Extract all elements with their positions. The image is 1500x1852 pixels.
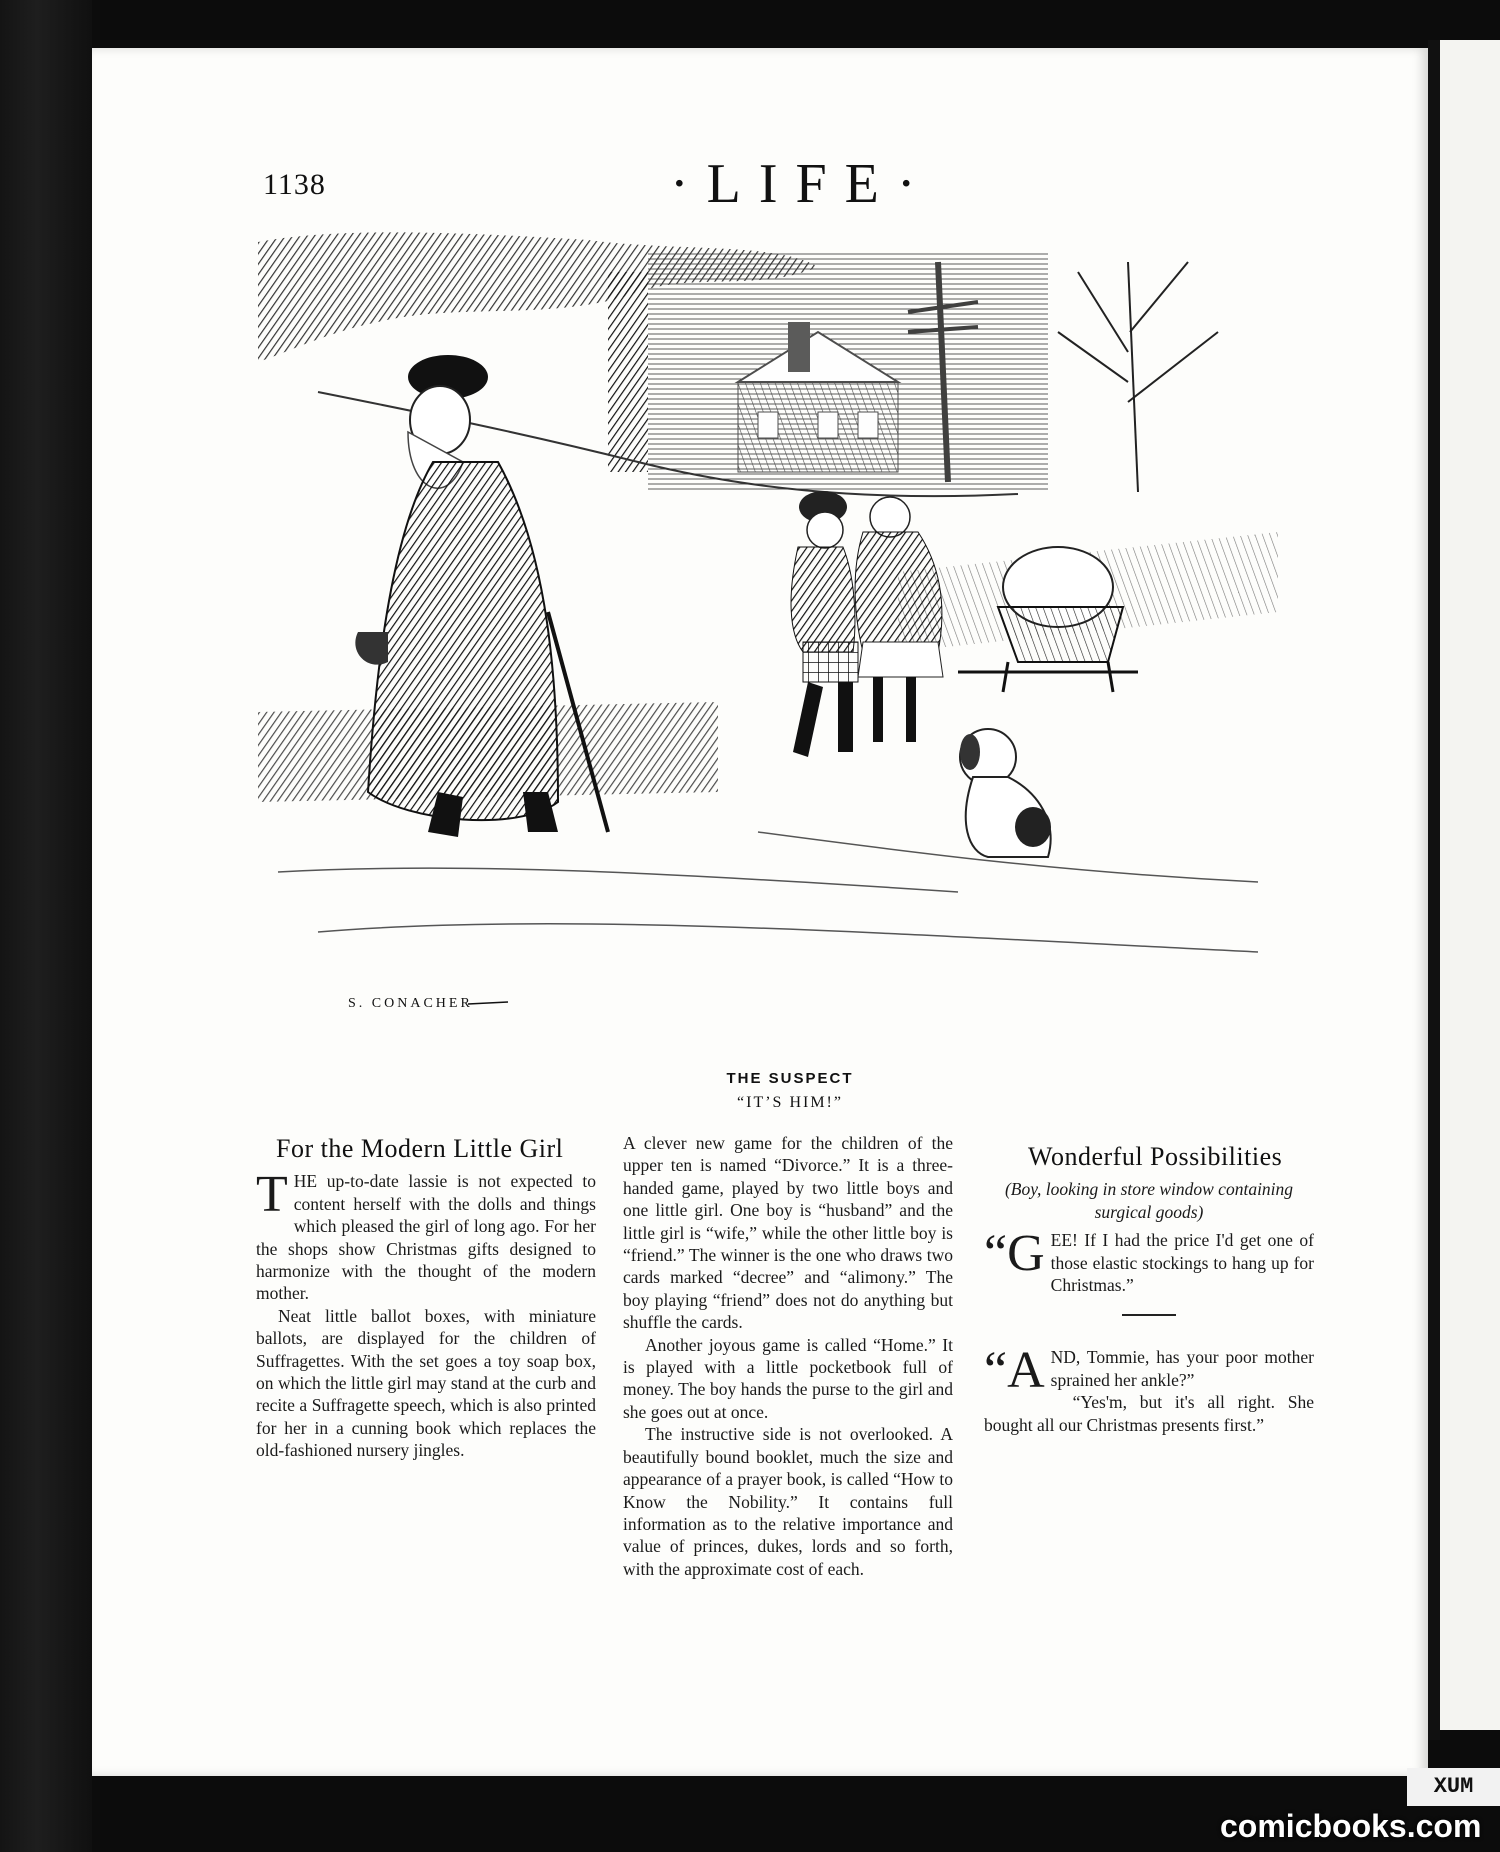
article-paragraph: A clever new game for the children of the upper ten is named “Divorce.” It is a three-handed game, played by two little boys and one little girl. One boy is “husband” and the little girl is “wife,” while the other little boy is “friend.” The winner is the one who draws two cards marked “decree” and “alimony.” The boy playing “friend” does not do anything but shuffle the cards. [623, 1133, 953, 1333]
stage-direction: (Boy, looking in store window containing surgical goods) [1004, 1179, 1294, 1222]
article2-text: “GEE! If I had the price I'd get one of those elastic stockings to hang up for Christmas.” [984, 1225, 1314, 1296]
article-column-3 [984, 1132, 1314, 1436]
adjacent-page-edge [1440, 40, 1500, 1730]
article-paragraph: Another joyous game is called “Home.” It is played with a little pocketbook full of money. The boy hands the purse to the girl and she goes out at once. [623, 1334, 953, 1422]
boy-figure [791, 491, 858, 757]
house-scene [648, 252, 1048, 492]
site-watermark: comicbooks.com [1220, 1808, 1482, 1844]
article-column-1 [256, 1132, 596, 1462]
illustration-caption-subtitle: “IT’S HIM!” [737, 1094, 843, 1111]
article-paragraph: The instructive side is not overlooked. A beautifully bound booklet, much the size and appearance of a prayer book, is called “How to Know the Nobility.” It contains full information as to the relative importance and value of princes, dukes, lords and so forth, with the approximate cost of each. [623, 1424, 953, 1579]
page-gutter [1428, 40, 1440, 1740]
page-number: 1138 [263, 168, 326, 201]
drop-cap: “G [984, 1225, 1045, 1283]
scanner-left-edge [0, 0, 92, 1852]
joke-line-2: “Yes'm, but it's all right. She bought all our Christmas presents first.” [984, 1392, 1314, 1435]
illustration-caption-title: THE SUSPECT [726, 1070, 854, 1087]
article-column-2 [623, 1132, 953, 1580]
article2-title: Wonderful Possibilities [1028, 1142, 1283, 1171]
section-divider [1122, 1314, 1176, 1316]
article-paragraph: THE up-to-date lassie is not expected to content herself with the dolls and things which pleased the girl of long ago. For her the shops show Christmas gifts designed to harmonize with the thought of the modern mother. [256, 1166, 596, 1304]
artist-signature: S. CONACHER [348, 996, 473, 1011]
illustration-the-suspect [258, 232, 1278, 1062]
girl-figure [855, 497, 943, 742]
drop-cap: T [256, 1166, 288, 1224]
scan-tag: XUM [1407, 1768, 1500, 1806]
masthead: ·LIFE· [670, 153, 934, 215]
joke-line-1: “AND, Tommie, has your poor mother sprained her ankle?” [984, 1342, 1314, 1400]
bare-tree [1058, 262, 1218, 492]
dog-figure [960, 729, 1051, 857]
article-paragraph: Neat little ballot boxes, with miniature ballots, are displayed for the children of Suffragettes. With the set goes a toy soap box, on which the little girl may stand at the curb and recite a Suffragette speech, which is also printed for her in a cunning book which replaces the old-fashioned nursery jingles. [256, 1305, 596, 1461]
drop-cap: “A [984, 1342, 1045, 1400]
tree-trunk [608, 272, 648, 472]
article-title: For the Modern Little Girl [276, 1134, 564, 1163]
